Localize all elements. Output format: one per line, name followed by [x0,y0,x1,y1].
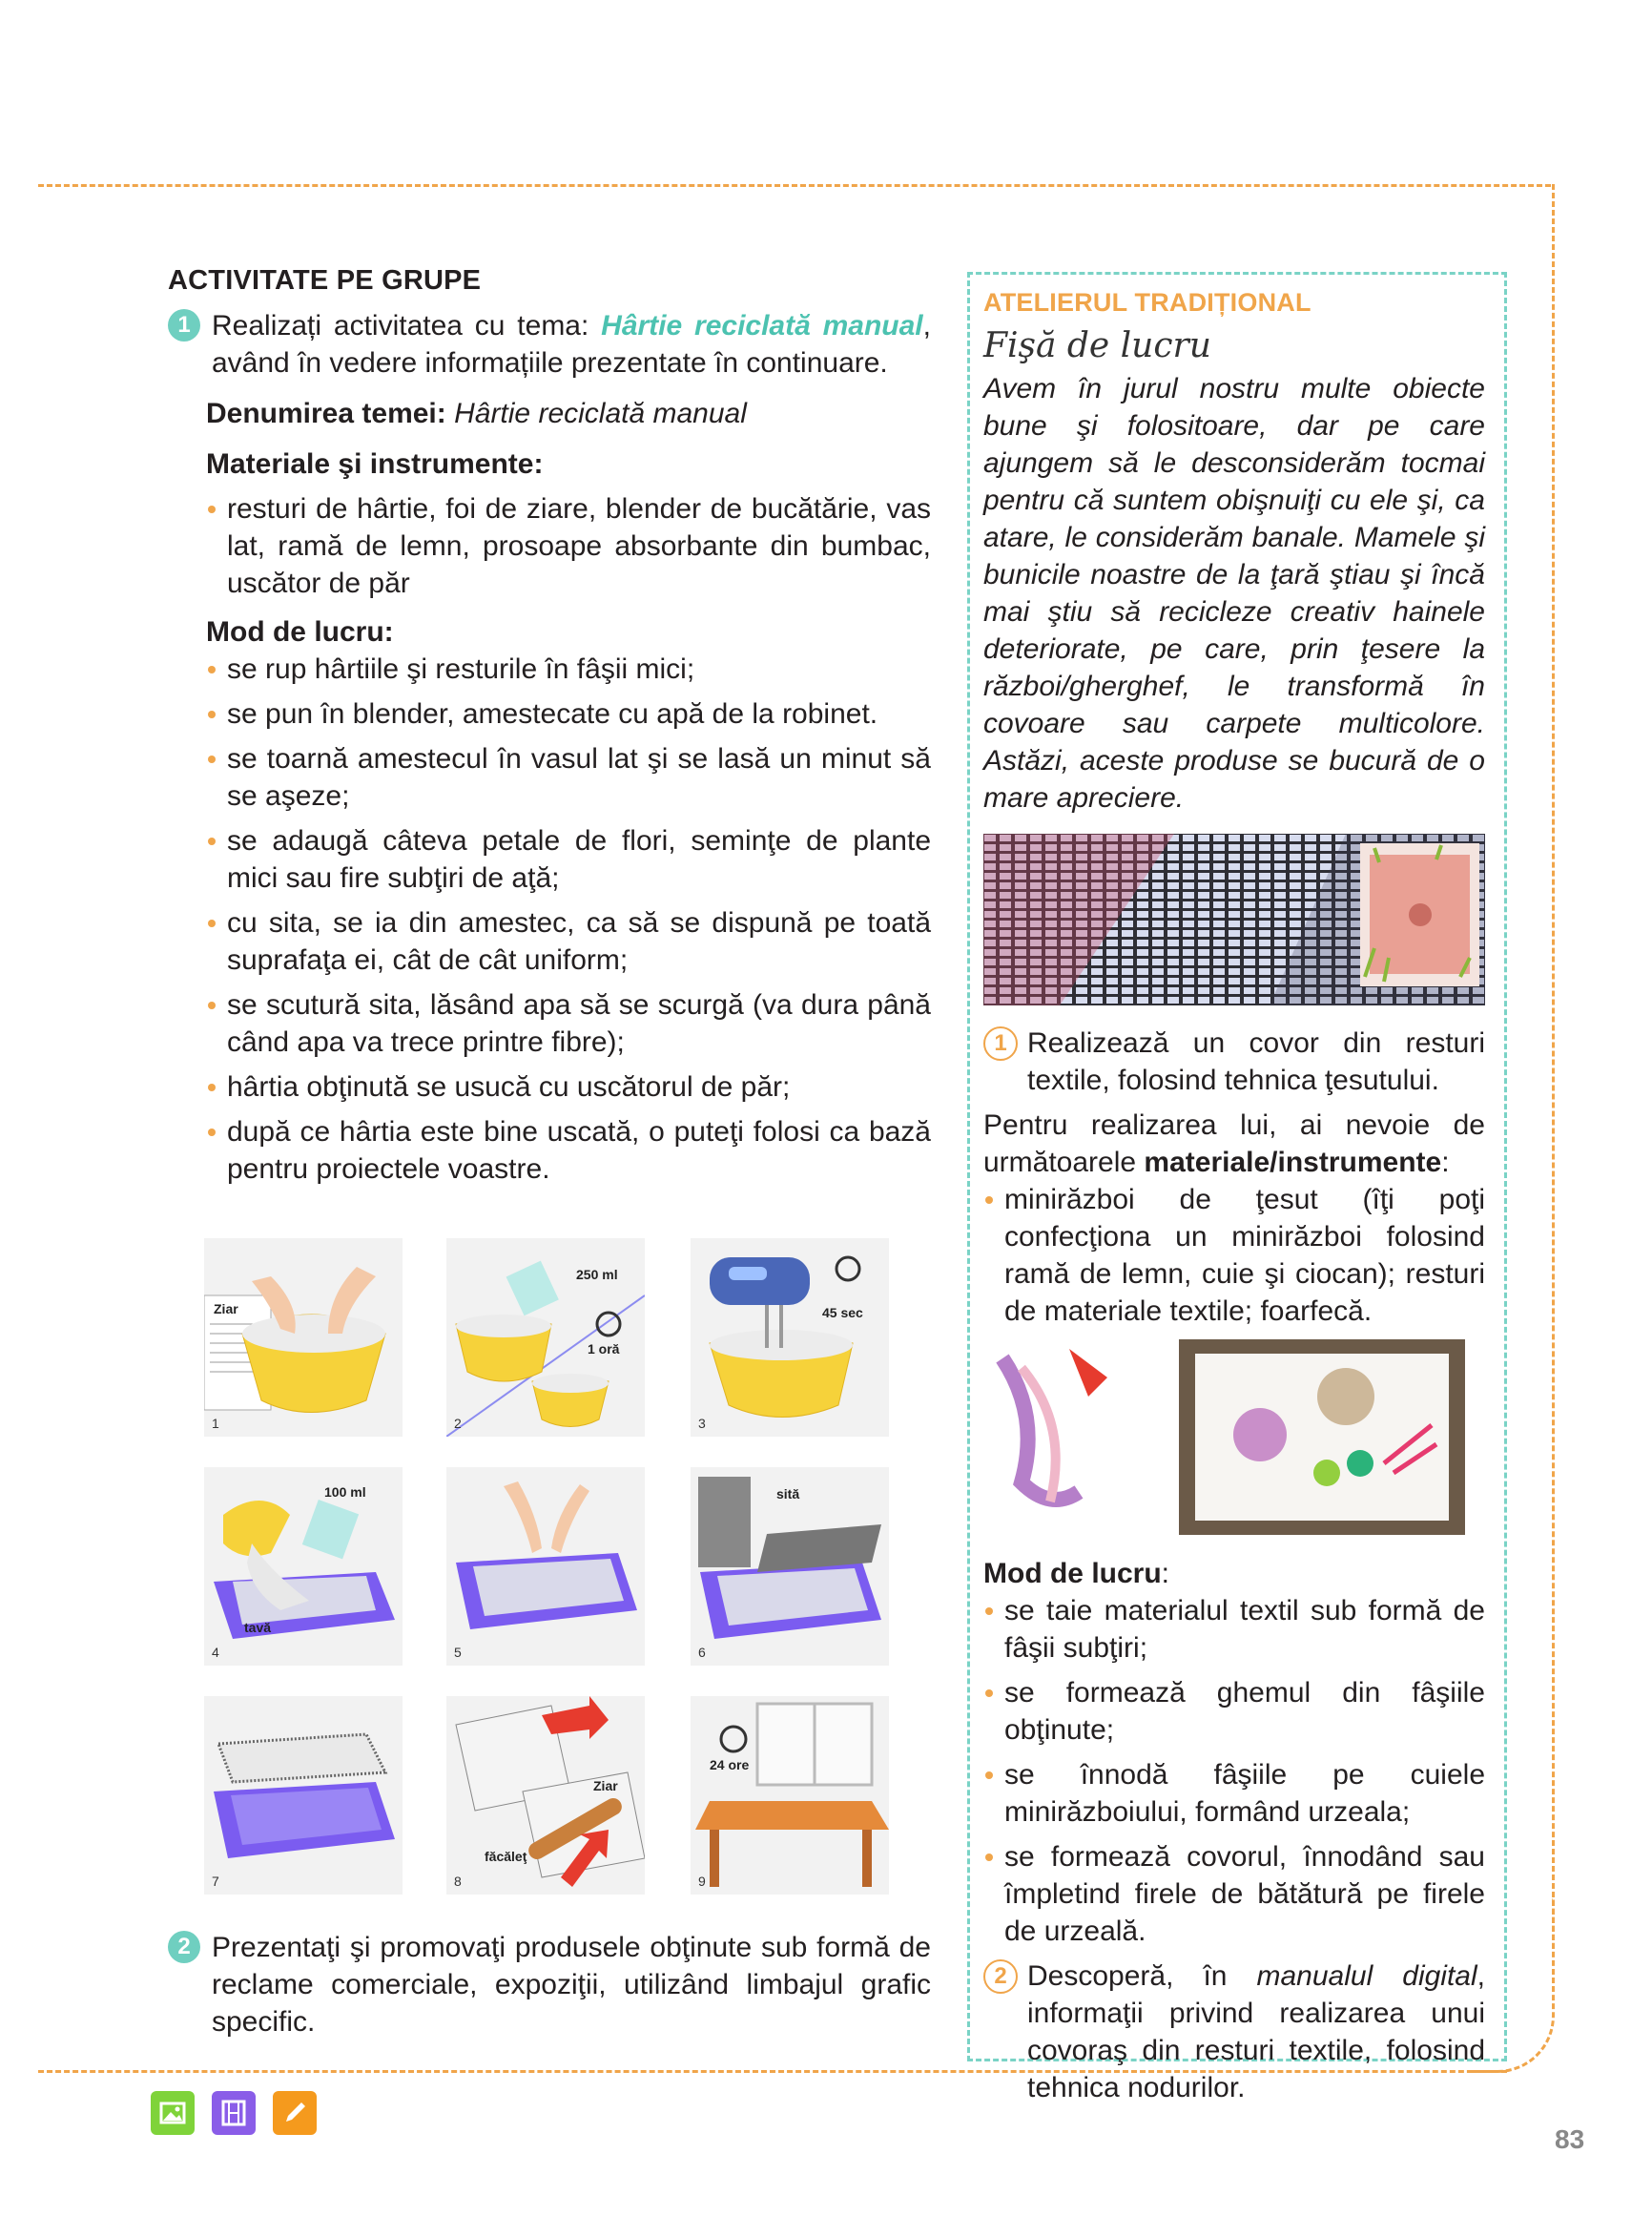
step-label: Ziar [214,1301,238,1316]
task-2 [168,1929,931,2040]
workshop-task-1 [983,1025,1485,1099]
materials-heading [168,445,931,483]
list-item: resturi de hârtie, foi de ziare, blender de bucătărie, vas lat, ramă de lemn, prosoape absorbante din bumbac, uscător de păr [206,490,931,602]
page-number: 83 [1555,2124,1585,2154]
step-number: 8 [454,1874,462,1889]
step-illustration-7 [204,1696,403,1895]
materials-label: Materiale şi instrumente: [206,448,544,480]
workshop-title: ATELIERUL TRADIȚIONAL [983,288,1311,317]
step-illustration-5 [446,1467,645,1666]
step-label: 24 ore [710,1757,750,1772]
task-1-text: Realizați activitatea cu tema: [212,310,602,342]
workshop-method-heading [983,1555,1485,1592]
page-frame-top [38,184,1551,187]
workshop-task-2 [983,1957,1485,2106]
step-illustration-8 [446,1696,645,1895]
method-label: Mod de lucru: [206,616,394,648]
theme-line [168,395,931,432]
traditional-workshop-box [967,272,1507,2103]
list-item: se rup hârtiile şi resturile în fâşii mici; [206,651,931,688]
workshop-intro: Avem în jurul nostru multe obiecte bune şi folositoare, dar pe care ajungem să le desconsiderăm tocmai pentru că suntem obişnuiţi cu ele şi, ca atare, le considerăm banale. Mamele şi bunicile noastre de la ţară ştiau şi încă mai ştiu să recicleze creativ hainele deteriorate, pe care, prin ţesere la război/gherghef, le transformă în covoare sau carpete multicolore. Astăzi, aceste produse se bucură de o mare apreciere. [983,373,1485,814]
step-label: Ziar [593,1778,618,1793]
materials-intro-bold: materiale/instrumente [1144,1147,1442,1178]
pencil-icon[interactable] [273,2091,317,2135]
task-1-text-end: , având în vedere informațiile prezentate în continuare. [212,310,931,379]
task-number-badge: 1 [168,309,200,342]
step-number: 5 [454,1645,462,1660]
step-label: sită [776,1486,800,1501]
step-label: 100 ml [324,1484,366,1500]
workshop-task-2-text-end: , informaţii privind realizarea unui covoraş din resturi textile, folosind tehnica nodurilor. [1027,1960,1485,2103]
step-label: 45 sec [822,1305,863,1320]
task-2-section [168,1929,931,2040]
image-icon[interactable] [151,2091,195,2135]
list-item: minirăzboi de ţesut (îţi poţi confecţiona un minirăzboi folosind ramă de lemn, cuie şi ciocan); resturi de materiale textile; foarfecă. [983,1181,1485,1330]
page-frame-right [1552,184,1555,1949]
group-activity-section [168,262,931,1195]
theme-value: Hârtie reciclată manual [454,398,747,429]
list-item: hârtia obţinută se usucă cu uscătorul de păr; [206,1068,931,1106]
step-label: tavă [244,1620,272,1635]
weaving-materials-photo [983,1339,1485,1540]
list-item: se adaugă câteva petale de flori, seminţe de plante mici sau fire subţiri de aţă; [206,822,931,897]
task-1 [168,307,931,382]
step-illustration-6 [691,1467,889,1666]
step-number: 1 [212,1416,219,1431]
list-item: cu sita, se ia din amestec, ca să se dispună pe toată suprafaţa ei, cât de cât uniform; [206,904,931,979]
step-number: 9 [698,1874,706,1889]
film-icon[interactable] [212,2091,256,2135]
workshop-method-list [983,1592,1485,1950]
materials-intro [983,1107,1485,1181]
step-number: 3 [698,1416,706,1431]
workshop-materials-list [983,1181,1485,1330]
workshop-task-2-text: Descoperă, în [1027,1960,1257,1992]
step-label: 250 ml [576,1267,618,1282]
step-illustration-4 [204,1467,403,1666]
materials-intro-colon: : [1441,1147,1450,1178]
list-item: se toarnă amestecul în vasul lat şi se lasă un minut să se aşeze; [206,740,931,815]
step-illustration-3 [691,1238,889,1437]
task-number-badge: 2 [168,1931,200,1963]
method-heading [168,613,931,651]
workshop-task-1-text: Realizează un covor din resturi textile, folosind tehnica ţesutului. [1027,1027,1485,1096]
step-number: 7 [212,1874,219,1889]
step-illustration-1 [204,1238,403,1437]
workshop-method-label: Mod de lucru [983,1558,1162,1589]
step-number: 4 [212,1645,219,1660]
method-list [168,651,931,1188]
step-label: făcăleţ [485,1849,527,1864]
list-item: se scutură sita, lăsând apa să se scurgă (va dura până când apa va trece printre fibre); [206,986,931,1061]
task-number-badge: 1 [983,1026,1018,1061]
list-item: se formează ghemul din fâşiile obţinute; [983,1674,1485,1749]
theme-label: Denumirea temei: [206,398,446,429]
step-number: 2 [454,1416,462,1431]
steps-illustration-grid [204,1238,891,1896]
task-1-theme-highlight: Hârtie reciclată manual [601,310,923,342]
digital-manual-reference: manualul digital [1256,1960,1477,1992]
worksheet-subtitle: Fişă de lucru [983,326,1211,365]
list-item: se taie materialul textil sub formă de fâşii subţiri; [983,1592,1485,1667]
step-number: 6 [698,1645,706,1660]
step-illustration-9 [691,1696,889,1895]
step-illustration-2 [446,1238,645,1437]
woven-rugs-photo [983,834,1485,1005]
group-activity-heading: ACTIVITATE PE GRUPE [168,265,482,296]
workshop-method-colon: : [1161,1558,1170,1589]
list-item: se pun în blender, amestecate cu apă de la robinet. [206,695,931,733]
list-item: se formează covorul, înnodând sau împletind firele de bătătură pe firele de urzeală. [983,1838,1485,1950]
list-item: după ce hârtia este bine uscată, o puteţi folosi ca bază pentru proiectele voastre. [206,1113,931,1188]
materials-intro-text: Pentru realizarea lui, ai nevoie de următoarele [983,1109,1485,1178]
task-number-badge: 2 [983,1959,1018,1994]
step-label: 1 oră [588,1341,620,1357]
task-2-text: Prezentaţi şi promovaţi produsele obţinute sub formă de reclame comerciale, expoziţii, utilizând limbajul grafic specific. [212,1932,931,2038]
list-item: se înnodă fâşiile pe cuiele minirăzboiului, formând urzeala; [983,1756,1485,1831]
materials-list [168,490,931,602]
